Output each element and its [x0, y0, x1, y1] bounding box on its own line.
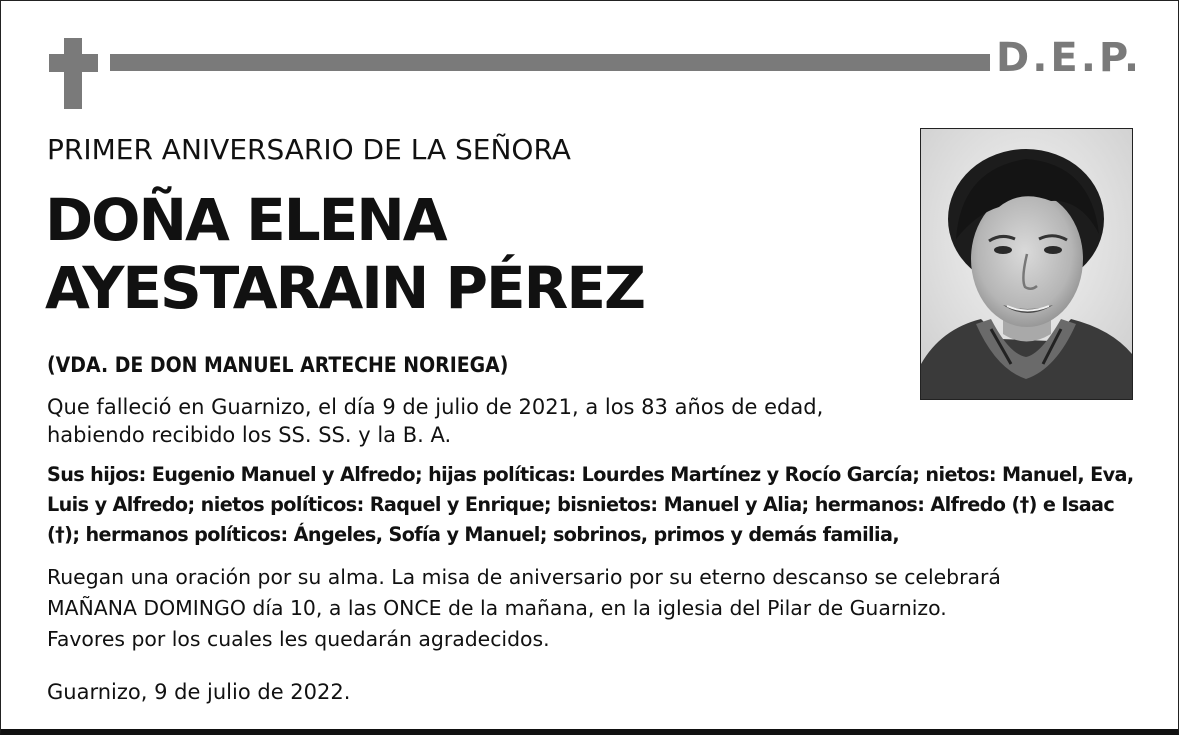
dep-label: D.E.P. [996, 35, 1143, 81]
deceased-name-line-1: DOÑA ELENA [45, 186, 446, 254]
portrait-photo [920, 128, 1133, 400]
deceased-name [45, 186, 644, 322]
request-line-3: Favores por los cuales les quedarán agradecidos. [47, 627, 550, 651]
request-line-2: MAÑANA DOMINGO día 10, a las ONCE de la mañana, en la iglesia del Pilar de Guarnizo. [47, 596, 947, 620]
portrait-illustration [921, 129, 1132, 399]
cross-icon-bar [49, 54, 98, 72]
request-line-1: Ruegan una oración por su alma. La misa de aniversario por su eterno descanso se celebrará [47, 565, 1001, 589]
header-rule [110, 54, 990, 71]
mass-request [47, 562, 1147, 655]
cross-icon [64, 38, 82, 109]
notice-heading: PRIMER ANIVERSARIO DE LA SEÑORA [47, 133, 571, 166]
family-list: Sus hijos: Eugenio Manuel y Alfredo; hijas políticas: Lourdes Martínez y Rocío García; nietos: Manuel, Eva, Luis y Alfredo; nietos políticos: Raquel y Enrique; bisnietos: Manuel y Alia; hermanos: Alfredo (†) e Isaac (†); hermanos políticos: Ángeles, Sofía y Manuel; sobrinos, primos y demás familia, [47, 463, 1134, 546]
deceased-name-line-2: AYESTARAIN PÉREZ [45, 254, 645, 322]
death-details [47, 393, 887, 449]
place-date: Guarnizo, 9 de julio de 2022. [47, 680, 351, 704]
widow-line: (VDA. DE DON MANUEL ARTECHE NORIEGA) [47, 353, 509, 377]
death-line-1: Que falleció en Guarnizo, el día 9 de julio de 2021, a los 83 años de edad, [47, 395, 824, 419]
death-line-2: habiendo recibido los SS. SS. y la B. A. [47, 423, 452, 447]
